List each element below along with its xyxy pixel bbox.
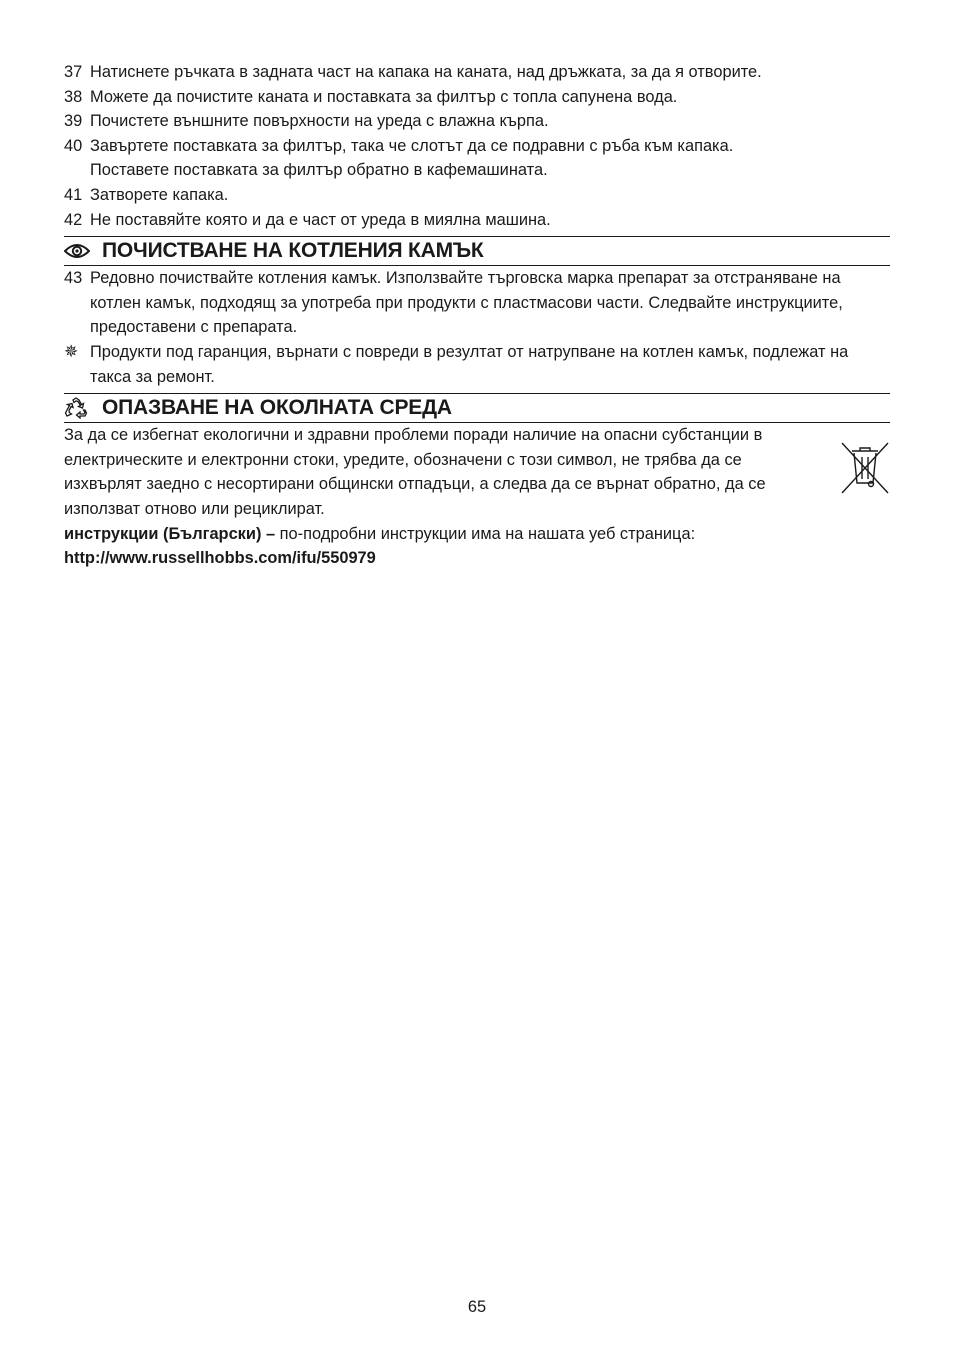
- item-text: Натиснете ръчката в задната част на капака на каната, над дръжката, за да я отворите.: [90, 63, 762, 81]
- section-title: ОПАЗВАНЕ НА ОКОЛНАТА СРЕДА: [102, 396, 452, 420]
- item-number: 41: [64, 185, 83, 204]
- item-text: Редовно почиствайте котления камък. Използвайте търговска марка препарат за отстраняване на котлен камък, подходящ за употреба при продукти с пластмасови части. Следвайте инструкциите, предоставени с препарата.: [90, 269, 843, 337]
- environment-text: За да се избегнат екологични и здравни проблеми поради наличие на опасни субстанции в електрическите и електронни стоки, уредите, обозначени с този символ, не трябва да се изхвърлят заедно с несортирани общински отпадъци, а следва да се върнат обратно, да се използват отново или рециклират.: [64, 426, 766, 518]
- list-item: [64, 266, 890, 340]
- item-number: 39: [64, 112, 83, 131]
- list-item: [64, 85, 890, 110]
- list-item: [64, 60, 890, 85]
- eye-icon: [64, 240, 90, 262]
- document-page: [64, 60, 890, 571]
- instructions-dash: –: [261, 524, 280, 543]
- crossed-bin-icon: [840, 439, 890, 495]
- item-text: Можете да почистите каната и поставката за филтър с топла сапунена вода.: [90, 87, 678, 106]
- instructions-text: по-подробни инструкции има на нашата уеб страница:: [279, 524, 696, 543]
- list-item: [64, 340, 890, 389]
- list-item: [64, 208, 890, 233]
- list-item: [64, 109, 890, 134]
- item-number: 40: [64, 136, 83, 155]
- section-title: ПОЧИСТВАНЕ НА КОТЛЕНИЯ КАМЪК: [102, 239, 484, 263]
- item-number: 43: [64, 269, 83, 288]
- instructions-label: инструкции (Български): [64, 524, 262, 543]
- item-number: 37: [64, 63, 83, 81]
- environment-block: [64, 423, 890, 521]
- item-text: Продукти под гаранция, върнати с повреди в резултат от натрупване на котлен камък, подлежат на такса за ремонт.: [90, 342, 849, 386]
- item-text: Почистете външните повърхности на уреда с влажна кърпа.: [90, 112, 549, 131]
- url-link[interactable]: http://www.russellhobbs.com/ifu/550979: [64, 549, 376, 568]
- descale-section-heading: [64, 236, 890, 266]
- item-text: Затворете капака.: [90, 185, 229, 204]
- environment-section-heading: [64, 393, 890, 423]
- item-text-continued: Поставете поставката за филтър обратно в кафемашината.: [90, 161, 548, 180]
- item-number: 42: [64, 210, 83, 229]
- instructions-line: [64, 522, 890, 547]
- item-number: 38: [64, 87, 83, 106]
- warning-star-icon: ✵: [64, 341, 79, 361]
- list-item: [64, 134, 890, 183]
- list-item: [64, 183, 890, 208]
- instructions-url[interactable]: [64, 546, 890, 571]
- recycle-icon: [64, 397, 90, 419]
- page-number: 65: [467, 1298, 487, 1316]
- item-text: Не поставяйте която и да е част от уреда в миялна машина.: [90, 210, 551, 229]
- item-text: Завъртете поставката за филтър, така че слотът да се подравни с ръба към капака.: [90, 136, 734, 155]
